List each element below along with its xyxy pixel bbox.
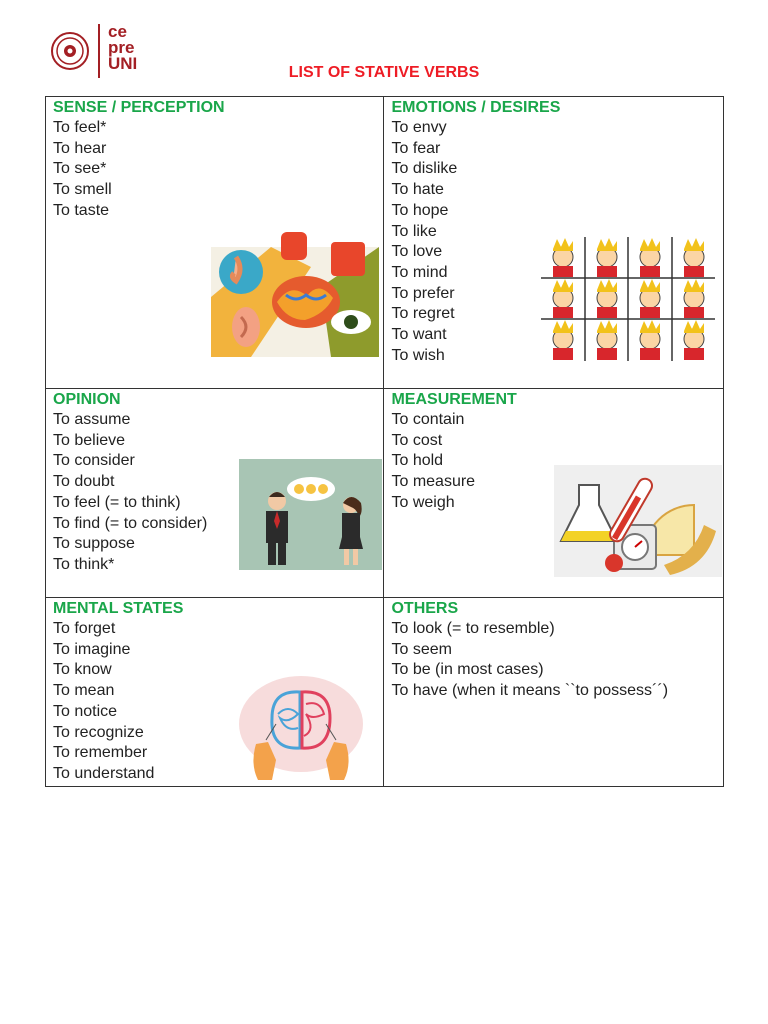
heading-opinion: OPINION xyxy=(53,391,121,408)
verb-item: To dislike xyxy=(391,160,458,178)
cell-measurement xyxy=(384,389,724,598)
verb-item: To fear xyxy=(391,139,441,157)
logo-line-3: UNI xyxy=(108,54,138,73)
verb-item: To smell xyxy=(53,181,112,199)
heading-emotions: EMOTIONS / DESIRES xyxy=(391,99,561,116)
cell-sense xyxy=(46,97,384,389)
tangled-brain-hands-illustration xyxy=(236,674,366,782)
senses-brain-illustration xyxy=(211,227,379,357)
verb-item: To seem xyxy=(391,640,452,658)
cell-emotions xyxy=(384,97,724,389)
verb-item: To look (= to resemble) xyxy=(391,620,555,637)
verb-item: To weigh xyxy=(391,493,455,511)
verb-item: To suppose xyxy=(53,535,135,553)
verb-item: To feel* xyxy=(53,119,107,136)
verb-item: To envy xyxy=(391,119,447,136)
measurement-tools-illustration xyxy=(554,465,722,577)
verb-item: To imagine xyxy=(53,640,131,658)
verb-item: To mean xyxy=(53,682,115,700)
logo-line-2: pre xyxy=(108,38,135,57)
verb-item: To cost xyxy=(391,431,443,449)
verb-item: To have (when it means ``to possess´´) xyxy=(391,682,669,700)
verb-item: To doubt xyxy=(53,473,115,491)
cell-opinion xyxy=(46,389,384,598)
verb-item: To hate xyxy=(391,181,444,199)
business-people-ideas-illustration xyxy=(239,459,382,570)
verb-item: To regret xyxy=(391,305,455,323)
verb-item: To prefer xyxy=(391,284,455,302)
cell-others xyxy=(384,598,724,787)
verb-item: To think* xyxy=(53,555,115,573)
verb-item: To recognize xyxy=(53,723,144,741)
verb-item: To feel (= to think) xyxy=(53,493,181,511)
verb-item: To see* xyxy=(53,160,107,178)
logo-line-1: ce xyxy=(108,22,127,41)
verb-item: To measure xyxy=(391,473,476,491)
verb-item: To wish xyxy=(391,346,445,364)
verb-item: To assume xyxy=(53,411,131,428)
verb-item: To hope xyxy=(391,201,449,219)
heading-others: OTHERS xyxy=(391,600,459,617)
verb-item: To hold xyxy=(391,452,444,470)
cell-mental xyxy=(46,598,384,787)
verb-item: To like xyxy=(391,222,437,240)
verb-item: To contain xyxy=(391,411,465,428)
verb-item: To consider xyxy=(53,452,135,470)
verb-item: To be (in most cases) xyxy=(391,661,544,679)
page-title: LIST OF STATIVE VERBS xyxy=(288,64,480,81)
heading-sense: SENSE / PERCEPTION xyxy=(53,99,225,116)
verb-item: To hear xyxy=(53,139,107,157)
verb-item: To love xyxy=(391,243,443,261)
verb-item: To remember xyxy=(53,744,148,762)
verb-item: To notice xyxy=(53,702,118,720)
verb-list-sense xyxy=(53,118,376,222)
verb-item: To mind xyxy=(391,263,448,281)
heading-measurement: MEASUREMENT xyxy=(391,391,517,408)
emotion-faces-grid-illustration xyxy=(541,237,715,361)
verb-item: To forget xyxy=(53,620,116,637)
verb-item: To understand xyxy=(53,764,155,782)
verb-item: To know xyxy=(53,661,112,679)
verb-item: To find (= to consider) xyxy=(53,514,208,532)
verb-item: To believe xyxy=(53,431,126,449)
verb-item: To want xyxy=(391,326,447,344)
verb-item: To taste xyxy=(53,201,110,219)
verb-list-others xyxy=(391,619,716,702)
heading-mental: MENTAL STATES xyxy=(53,600,184,617)
stative-verbs-table xyxy=(45,96,724,787)
